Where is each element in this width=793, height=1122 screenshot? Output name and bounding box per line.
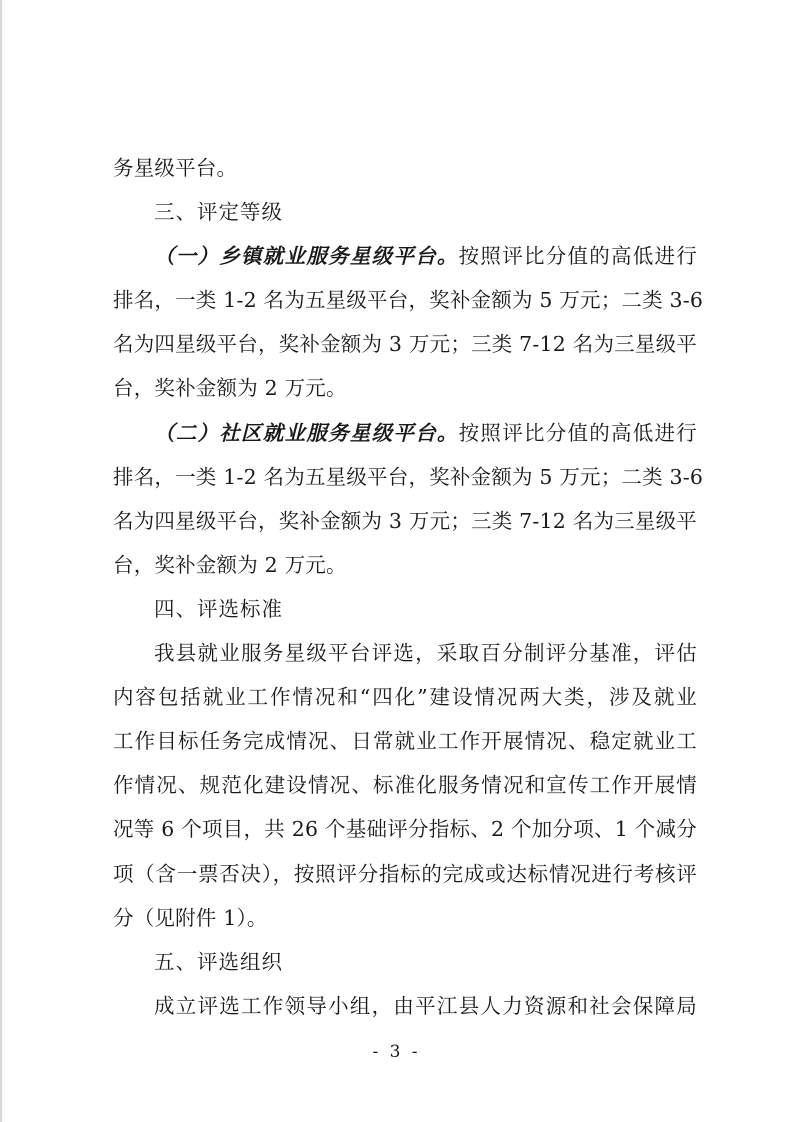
- subsection-title-township: （一）乡镇就业服务星级平台。: [154, 244, 459, 269]
- paragraph-line: [113, 234, 697, 278]
- section-heading-rating-levels: 三、评定等级: [154, 200, 283, 225]
- paragraph-line: 作情况、规范化建设情况、标准化服务情况和宣传工作开展情: [113, 773, 697, 798]
- scan-edge-shadow: [0, 0, 2, 1122]
- paragraph-line: 务星级平台。: [113, 156, 238, 180]
- paragraph-line: 内容包括就业工作情况和“四化”建设情况两大类，涉及就业: [113, 685, 697, 710]
- paragraph-line: 名为四星级平台，奖补金额为 3 万元；三类 7-12 名为三星级平: [113, 332, 697, 357]
- paragraph-text: 按照评比分值的高低进行: [458, 244, 697, 269]
- paragraph-line: 分（见附件 1）。: [113, 905, 268, 930]
- paragraph-line: 名为四星级平台，奖补金额为 3 万元；三类 7-12 名为三星级平: [113, 508, 697, 533]
- paragraph-line: 排名，一类 1-2 名为五星级平台，奖补金额为 5 万元；二类 3-6: [113, 464, 704, 489]
- paragraph-line: [113, 411, 697, 455]
- paragraph-line: 台，奖补金额为 2 万元。: [113, 376, 347, 401]
- paragraph-text: 按照评比分值的高低进行: [458, 420, 697, 445]
- subsection-title-community: （二）社区就业服务星级平台。: [154, 420, 459, 445]
- paragraph-line: 项（含一票否决），按照评分指标的完成或达标情况进行考核评: [113, 861, 697, 886]
- paragraph-line: 我县就业服务星级平台评选，采取百分制评分基准，评估: [154, 641, 697, 666]
- body-text: [113, 146, 704, 1028]
- paragraph-line: 台，奖补金额为 2 万元。: [113, 552, 347, 577]
- paragraph-line: 成立评选工作领导小组，由平江县人力资源和社会保障局: [154, 993, 697, 1018]
- section-heading-criteria: 四、评选标准: [154, 596, 283, 621]
- page-number: - 3 -: [372, 1042, 421, 1062]
- paragraph-line: 排名，一类 1-2 名为五星级平台，奖补金额为 5 万元；二类 3-6: [113, 288, 704, 313]
- paragraph-line: 工作目标任务完成情况、日常就业工作开展情况、稳定就业工: [113, 729, 697, 754]
- section-heading-organization: 五、评选组织: [154, 949, 283, 974]
- paragraph-line: 况等 6 个项目，共 26 个基础评分指标、2 个加分项、1 个减分: [113, 817, 697, 842]
